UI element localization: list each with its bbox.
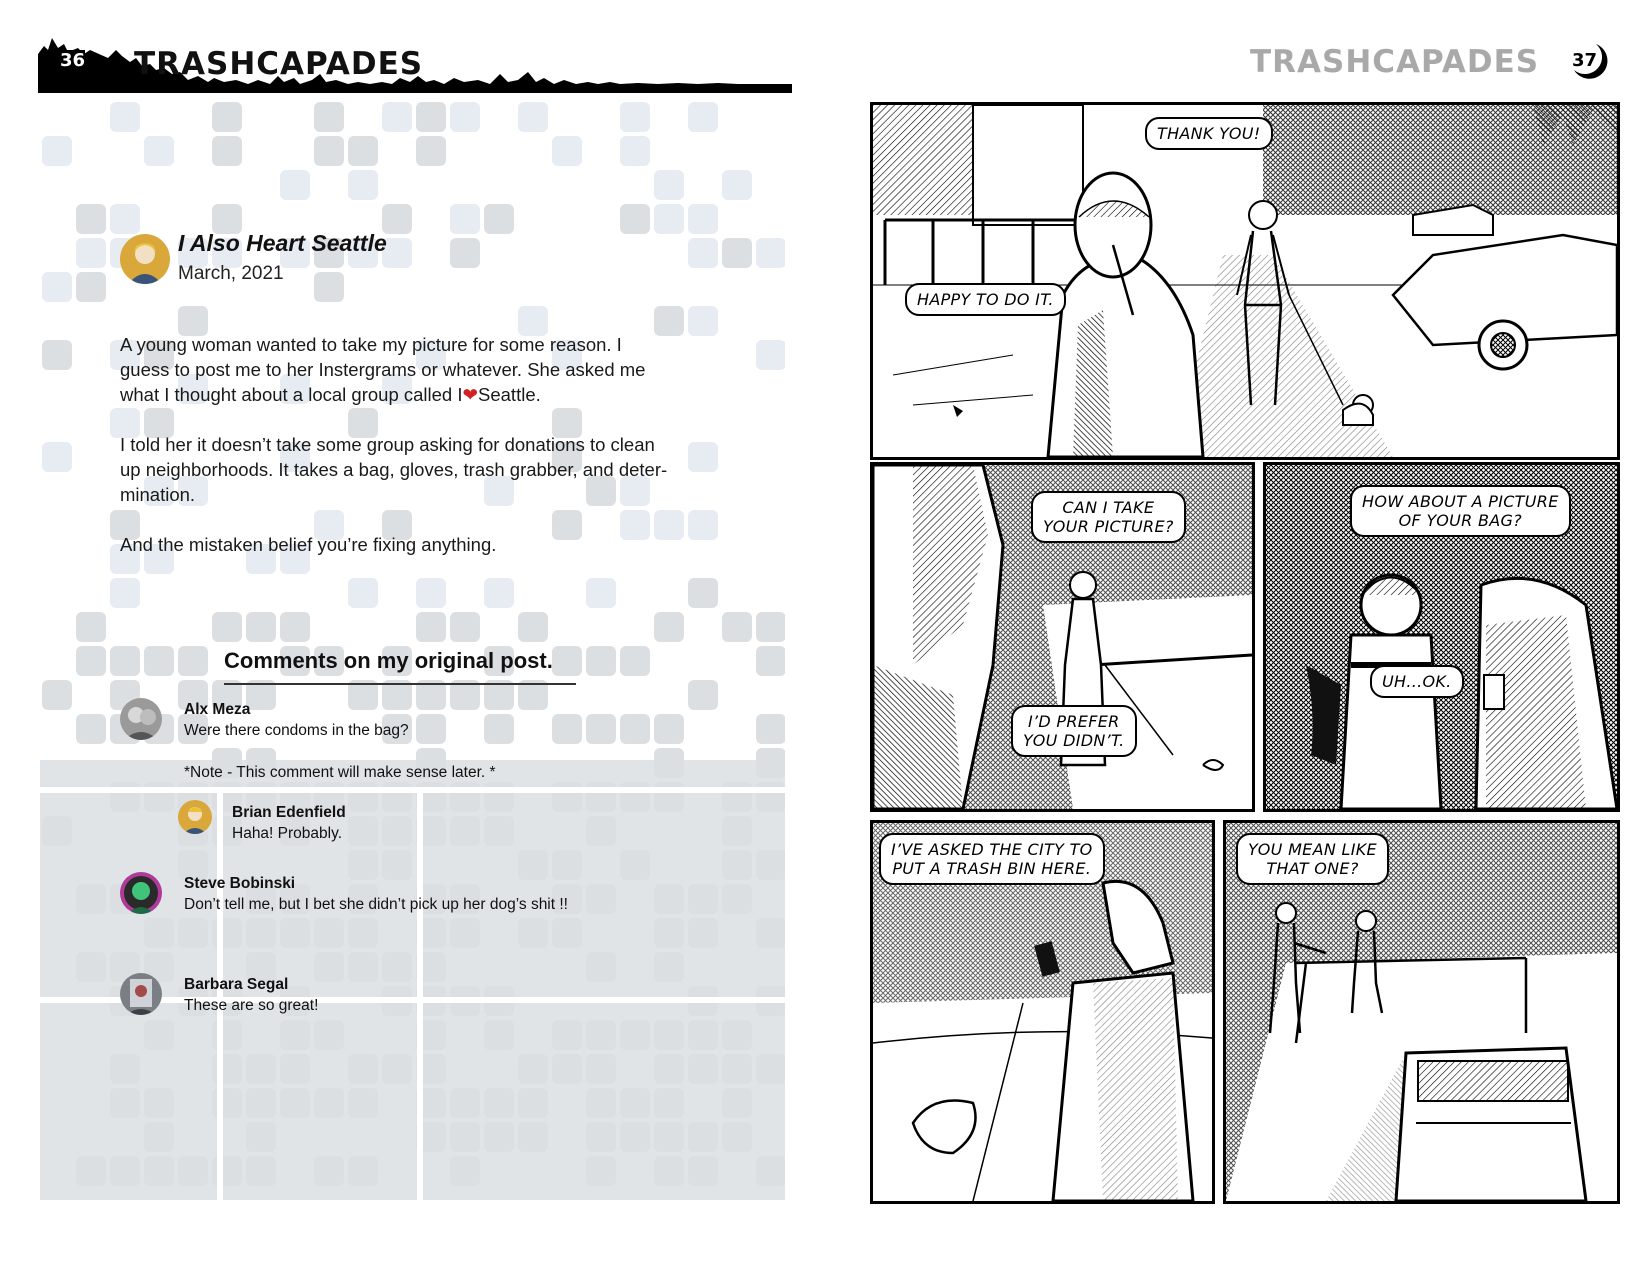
mosaic-tile xyxy=(42,340,72,370)
mosaic-tile xyxy=(654,1088,684,1118)
mosaic-tile xyxy=(688,1122,718,1152)
mosaic-tile xyxy=(552,1054,582,1084)
mosaic-tile xyxy=(212,1156,242,1186)
mosaic-tile xyxy=(722,238,752,268)
mosaic-tile xyxy=(654,1156,684,1186)
mosaic-tile xyxy=(756,238,785,268)
mosaic-tile xyxy=(144,918,174,948)
mosaic-tile xyxy=(756,1156,785,1186)
comment-text: These are so great! xyxy=(184,997,319,1014)
mosaic-tile xyxy=(314,272,344,302)
mosaic-tile xyxy=(654,204,684,234)
comic-panel-4 xyxy=(870,820,1215,1204)
mosaic-tile xyxy=(688,578,718,608)
mosaic-tile xyxy=(654,952,684,982)
page-number-badge xyxy=(1568,40,1612,84)
mosaic-tile xyxy=(756,918,785,948)
mosaic-tile xyxy=(722,1122,752,1152)
mosaic-tile xyxy=(314,136,344,166)
mosaic-tile xyxy=(212,102,242,132)
mosaic-tile xyxy=(212,136,242,166)
mosaic-tile xyxy=(76,646,106,676)
divider xyxy=(224,683,576,685)
mosaic-tile xyxy=(620,646,650,676)
mosaic-tile xyxy=(518,918,548,948)
mosaic-tile xyxy=(756,850,785,880)
comic-panel-2 xyxy=(870,462,1255,812)
mosaic-tile xyxy=(314,1156,344,1186)
mosaic-tile xyxy=(688,238,718,268)
mosaic-tile xyxy=(450,918,480,948)
mosaic-tile xyxy=(484,1122,514,1152)
speech-bubble: THANK YOU! xyxy=(1145,117,1273,150)
speech-bubble: UH...OK. xyxy=(1370,665,1464,698)
mosaic-tile xyxy=(722,1088,752,1118)
speech-bubble: I’D PREFER YOU DIDN’T. xyxy=(1011,705,1137,757)
mosaic-tile xyxy=(76,272,106,302)
mosaic-tile xyxy=(518,1054,548,1084)
mosaic-tile xyxy=(620,1020,650,1050)
comic-art xyxy=(873,105,1617,457)
mosaic-tile xyxy=(620,102,650,132)
avatar xyxy=(120,872,162,914)
speech-bubble: CAN I TAKE YOUR PICTURE? xyxy=(1031,491,1186,543)
mosaic-tile xyxy=(42,442,72,472)
mosaic-tile xyxy=(450,1122,480,1152)
mosaic-tile xyxy=(178,646,208,676)
mosaic-tile xyxy=(314,918,344,948)
avatar xyxy=(178,800,212,834)
mosaic-tile xyxy=(654,1054,684,1084)
mosaic-tile xyxy=(144,1088,174,1118)
mosaic-tile xyxy=(586,578,616,608)
mosaic-tile xyxy=(42,816,72,846)
mosaic-tile xyxy=(280,918,310,948)
mosaic-tile xyxy=(212,612,242,642)
mosaic-tile xyxy=(688,204,718,234)
mosaic-tile xyxy=(756,782,785,812)
comment-author: Brian Edenfield xyxy=(232,804,346,821)
mosaic-tile xyxy=(212,1020,242,1050)
mosaic-tile xyxy=(76,884,106,914)
right-page-header xyxy=(1250,40,1630,92)
mosaic-tile xyxy=(620,1088,650,1118)
mosaic-tile xyxy=(586,1156,616,1186)
post-paragraph: I told her it doesn’t take some group asking for donations to clean up neighborhoods. It takes a bag, gloves, trash grabber, and deter- mination. xyxy=(120,434,668,505)
comic-panel-1 xyxy=(870,102,1620,460)
mosaic-tile xyxy=(450,612,480,642)
mosaic-tile xyxy=(552,646,582,676)
comic-panel-5 xyxy=(1223,820,1620,1204)
mosaic-tile xyxy=(620,1122,650,1152)
mosaic-tile xyxy=(246,1122,276,1152)
mosaic-tile xyxy=(348,578,378,608)
avatar xyxy=(120,698,162,740)
mosaic-tile xyxy=(314,1020,344,1050)
mosaic-tile xyxy=(620,136,650,166)
mosaic-tile xyxy=(144,1156,174,1186)
mosaic-tile xyxy=(76,238,106,268)
mosaic-tile xyxy=(756,646,785,676)
mosaic-tile xyxy=(756,340,785,370)
mosaic-tile xyxy=(722,612,752,642)
mosaic-tile xyxy=(110,204,140,234)
speech-bubble: HAPPY TO DO IT. xyxy=(905,283,1066,316)
mosaic-tile xyxy=(586,1122,616,1152)
comment xyxy=(120,698,640,798)
post-body xyxy=(120,332,710,582)
mosaic-tile xyxy=(688,1020,718,1050)
mosaic-tile xyxy=(654,612,684,642)
mosaic-tile xyxy=(586,646,616,676)
mosaic-tile xyxy=(586,1088,616,1118)
comment-author: Barbara Segal xyxy=(184,976,289,993)
mosaic-tile xyxy=(654,170,684,200)
comment-note: *Note - This comment will make sense later. * xyxy=(184,764,496,781)
mosaic-tile xyxy=(654,748,684,778)
mosaic-tile xyxy=(586,1054,616,1084)
mosaic-tile xyxy=(416,136,446,166)
post-paragraph: A young woman wanted to take my picture for some reason. I guess to post me to her Instergrams or whatever. She asked me what I thought about a local group called I❤Seattle. xyxy=(120,334,646,405)
mosaic-tile xyxy=(484,578,514,608)
mosaic-tile xyxy=(688,1156,718,1186)
comment-author: Steve Bobinski xyxy=(184,875,296,892)
mosaic-tile xyxy=(518,1122,548,1152)
mosaic-tile xyxy=(722,782,752,812)
mosaic-tile xyxy=(586,1020,616,1050)
comment-reply xyxy=(178,800,598,850)
mosaic-tile xyxy=(280,170,310,200)
mosaic-tile xyxy=(144,1122,174,1152)
mosaic-tile xyxy=(42,680,72,710)
mosaic-tile xyxy=(212,1054,242,1084)
mosaic-tile xyxy=(348,1054,378,1084)
mosaic-tile xyxy=(76,204,106,234)
post-title: I Also Heart Seattle xyxy=(178,230,387,256)
mosaic-tile xyxy=(144,1020,174,1050)
mosaic-tile xyxy=(416,612,446,642)
mosaic-tile xyxy=(212,918,242,948)
mosaic-tile xyxy=(314,102,344,132)
mosaic-tile xyxy=(654,1122,684,1152)
mosaic-tile xyxy=(110,646,140,676)
mosaic-tile xyxy=(722,850,752,880)
mosaic-tile xyxy=(246,918,276,948)
mosaic-tile xyxy=(76,1156,106,1186)
mosaic-tile xyxy=(348,1156,378,1186)
mosaic-tile xyxy=(756,714,785,744)
left-page xyxy=(0,0,825,1275)
mosaic-tile xyxy=(110,578,140,608)
speech-bubble: I’VE ASKED THE CITY TO PUT A TRASH BIN HERE. xyxy=(879,833,1105,885)
heart-icon: ❤ xyxy=(462,384,479,405)
mosaic-tile xyxy=(450,1156,480,1186)
book-title: TRASHCAPADES xyxy=(134,46,424,82)
mosaic-tile xyxy=(110,102,140,132)
mosaic-tile xyxy=(484,1088,514,1118)
mosaic-tile xyxy=(756,748,785,778)
mosaic-tile xyxy=(688,884,718,914)
mosaic-tile xyxy=(552,1020,582,1050)
comments-heading: Comments on my original post. xyxy=(224,648,553,673)
left-page-header xyxy=(38,36,792,100)
post-author-avatar xyxy=(120,234,170,284)
mosaic-tile xyxy=(110,1054,140,1084)
speech-bubble: YOU MEAN LIKE THAT ONE? xyxy=(1236,833,1389,885)
mosaic-tile xyxy=(654,1020,684,1050)
mosaic-tile xyxy=(722,884,752,914)
mosaic-tile xyxy=(450,204,480,234)
mosaic-tile xyxy=(484,204,514,234)
mosaic-tile xyxy=(348,1088,378,1118)
post-date: March, 2021 xyxy=(178,263,284,284)
mosaic-tile xyxy=(722,1020,752,1050)
mosaic-tile xyxy=(110,1156,140,1186)
mosaic-tile xyxy=(620,204,650,234)
comment xyxy=(120,973,540,1023)
comment-text: Haha! Probably. xyxy=(232,825,342,842)
mosaic-tile xyxy=(246,612,276,642)
comment-text: Don’t tell me, but I bet she didn’t pick up her dog’s shit !! xyxy=(184,896,568,913)
mosaic-tile xyxy=(552,136,582,166)
page-number: 36 xyxy=(60,50,86,71)
mosaic-tile xyxy=(654,782,684,812)
mosaic-tile xyxy=(654,918,684,948)
comic-page xyxy=(870,102,1620,1204)
mosaic-tile xyxy=(756,1054,785,1084)
mosaic-tile xyxy=(722,816,752,846)
mosaic-tile xyxy=(450,238,480,268)
mosaic-tile xyxy=(42,136,72,166)
mosaic-tile xyxy=(552,918,582,948)
mosaic-tile xyxy=(518,102,548,132)
mosaic-tile xyxy=(178,918,208,948)
mosaic-tile xyxy=(688,918,718,948)
mosaic-tile xyxy=(756,612,785,642)
mosaic-tile xyxy=(212,1088,242,1118)
mosaic-tile xyxy=(314,1088,344,1118)
mosaic-tile xyxy=(518,612,548,642)
mosaic-tile xyxy=(688,680,718,710)
mosaic-tile xyxy=(178,1156,208,1186)
mosaic-tile xyxy=(246,1088,276,1118)
mosaic-tile xyxy=(348,918,378,948)
mosaic-tile xyxy=(484,1020,514,1050)
mosaic-tile xyxy=(688,1054,718,1084)
mosaic-tile xyxy=(76,714,106,744)
mosaic-tile xyxy=(144,646,174,676)
page-number: 37 xyxy=(1572,50,1598,71)
speech-bubble: HOW ABOUT A PICTURE OF YOUR BAG? xyxy=(1350,485,1571,537)
mosaic-tile xyxy=(688,102,718,132)
mosaic-tile xyxy=(518,1088,548,1118)
mosaic-tile xyxy=(76,612,106,642)
post-paragraph: And the mistaken belief you’re fixing anything. xyxy=(120,534,497,555)
mosaic-tile xyxy=(450,102,480,132)
mosaic-tile xyxy=(416,578,446,608)
mosaic-tile xyxy=(586,952,616,982)
mosaic-tile xyxy=(654,714,684,744)
mosaic-tile xyxy=(246,1156,276,1186)
mosaic-tile xyxy=(246,1054,276,1084)
comment xyxy=(120,872,660,922)
mosaic-tile xyxy=(450,1088,480,1118)
mosaic-tile xyxy=(110,1088,140,1118)
mosaic-tile xyxy=(382,102,412,132)
mosaic-tile xyxy=(722,170,752,200)
mosaic-tile xyxy=(144,136,174,166)
avatar xyxy=(120,973,162,1015)
book-title: TRASHCAPADES xyxy=(1250,44,1540,80)
mosaic-tile xyxy=(348,170,378,200)
mosaic-tile xyxy=(42,272,72,302)
mosaic-tile xyxy=(416,102,446,132)
comment-text: Were there condoms in the bag? xyxy=(184,722,409,739)
mosaic-tile xyxy=(382,1054,412,1084)
mosaic-tile xyxy=(722,1054,752,1084)
comic-panel-3 xyxy=(1263,462,1620,812)
mosaic-tile xyxy=(280,1088,310,1118)
mosaic-tile xyxy=(280,1054,310,1084)
mosaic-tile xyxy=(280,612,310,642)
mosaic-tile xyxy=(76,952,106,982)
comment-author: Alx Meza xyxy=(184,701,251,718)
mosaic-tile xyxy=(348,136,378,166)
mosaic-tile xyxy=(280,1020,310,1050)
